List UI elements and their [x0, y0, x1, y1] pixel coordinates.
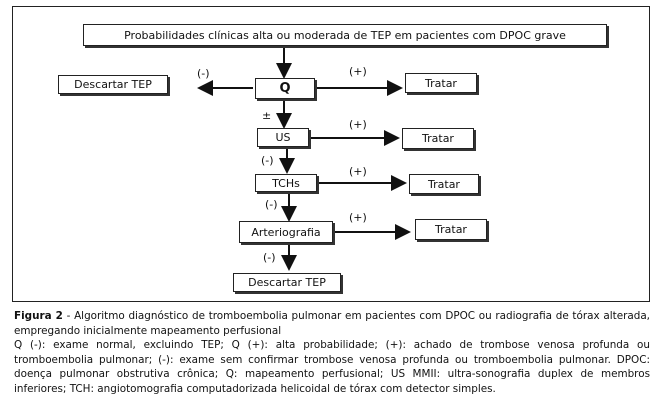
top-condition-box: Probabilidades clínicas alta ou moderada de TEP em pacientes com DPOC grave [83, 24, 607, 46]
edge-label-arterio-down: (-) [263, 251, 276, 264]
edge-label-q-down: ± [262, 109, 272, 122]
edge-label-tch-right: (+) [349, 165, 367, 178]
edge-label-q-left: (-) [197, 67, 210, 80]
caption-legend: Q (-): exame normal, excluindo TEP; Q (+): alta probabilidade; (+): achado de trombose venosa profunda ou tromboembolia pulmonar; (-): exame sem confirmar trombose venosa profunda ou tromboembolia pulmonar. DPOC: doença pulmonar obstrutiva crônica; Q: mapeamento perfusional; US MMII: ultra-sonografia duplex de membros inferiores; TCH: angiotomografia computadorizada helicoidal de tórax com detector simples. [14, 339, 650, 395]
edge-label-us-right: (+) [349, 118, 367, 131]
node-treat-2: Tratar [402, 128, 474, 149]
edge-label-q-right: (+) [349, 65, 367, 78]
node-treat-3: Tratar [409, 174, 479, 194]
caption-title-text: - Algoritmo diagnóstico de tromboembolia pulmonar em pacientes com DPOC ou radiografia de tórax alterada, empregando inicialmente mapeamento perfusional [14, 310, 650, 337]
edge-label-tch-down: (-) [265, 198, 278, 211]
caption-title [14, 309, 650, 338]
edge-label-us-down: (-) [261, 154, 274, 167]
node-us: US [257, 128, 309, 147]
node-discard-left: Descartar TEP [58, 75, 168, 94]
node-treat-4: Tratar [415, 219, 487, 240]
node-treat-1: Tratar [405, 73, 477, 93]
edge-label-arterio-right: (+) [349, 211, 367, 224]
caption-figure-label: Figura 2 [14, 310, 63, 322]
flow-arrows [13, 7, 651, 303]
node-arteriografia: Arteriografia [239, 221, 333, 243]
figure-frame [12, 6, 650, 302]
node-q: Q [255, 78, 315, 99]
node-tch: TCHs [255, 174, 317, 192]
figure-caption [14, 309, 650, 397]
node-discard-bottom: Descartar TEP [233, 273, 341, 292]
